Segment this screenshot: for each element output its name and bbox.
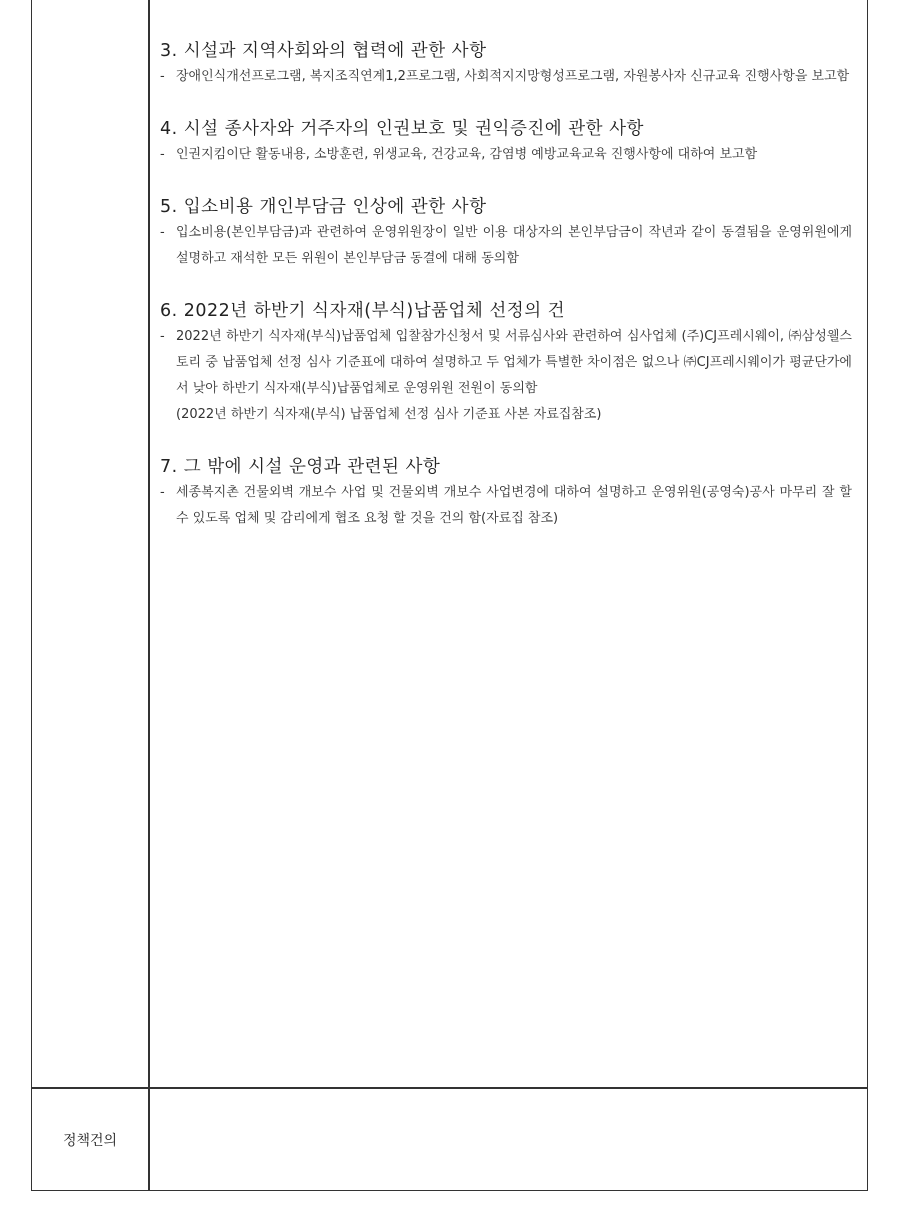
agenda-item-7 xyxy=(160,454,852,532)
agenda-content xyxy=(160,38,852,558)
bullet-dash: - xyxy=(160,329,165,344)
agenda-item-6 xyxy=(160,298,852,428)
agenda-item-title: 3. 시설과 지역사회와의 협력에 관한 사항 xyxy=(160,41,487,61)
policy-suggestion-label: 정책건의 xyxy=(62,1132,118,1149)
bullet-dash: - xyxy=(160,147,165,162)
agenda-item-body xyxy=(160,142,852,168)
agenda-item-title: 5. 입소비용 개인부담금 인상에 관한 사항 xyxy=(160,197,487,217)
bullet-dash: - xyxy=(160,69,165,84)
agenda-item-text: 인권지킴이단 활동내용, 소방훈련, 위생교육, 건강교육, 감염병 예방교육교육 진행사항에 대하여 보고함 xyxy=(176,147,758,162)
bullet-dash: - xyxy=(160,485,165,500)
agenda-item-title: 7. 그 밖에 시설 운영과 관련된 사항 xyxy=(160,457,441,477)
agenda-item-body xyxy=(160,480,852,532)
agenda-item-5 xyxy=(160,194,852,272)
agenda-item-body xyxy=(160,324,852,428)
agenda-item-4 xyxy=(160,116,852,168)
agenda-item-title: 4. 시설 종사자와 거주자의 인권보호 및 권익증진에 관한 사항 xyxy=(160,119,644,139)
agenda-item-text: 2022년 하반기 식자재(부식)납품업체 입찰참가신청서 및 서류심사와 관련하여 심사업체 (주)CJ프레시웨이, ㈜삼성웰스토리 중 납품업체 선정 심사 기준표에 대하여 설명하고 두 업체가 특별한 차이점은 없으나 ㈜CJ프레시웨이가 평균단가에서 낮아 하반기 식자재(부식)납품업체로 운영위원 전원이 동의함 (2022년 하반기 식자재(부식) 납품업체 선정 심사 기준표 사본 자료집참조) xyxy=(176,329,852,422)
agenda-item-text: 세종복지촌 건물외벽 개보수 사업 및 건물외벽 개보수 사업변경에 대하여 설명하고 운영위원(공영숙)공사 마무리 잘 할 수 있도록 업체 및 감리에게 협조 요청 할 것을 건의 함(자료집 참조) xyxy=(176,485,852,526)
agenda-item-title: 6. 2022년 하반기 식자재(부식)납품업체 선정의 건 xyxy=(160,301,566,321)
agenda-item-text: 입소비용(본인부담금)과 관련하여 운영위원장이 일반 이용 대상자의 본인부담금이 작년과 같이 동결됨을 운영위원에게 설명하고 재석한 모든 위원이 본인부담금 동결에 대해 동의함 xyxy=(176,225,852,266)
agenda-item-text: 장애인식개선프로그램, 복지조직연계1,2프로그램, 사회적지지망형성프로그램, 자원봉사자 신규교육 진행사항을 보고함 xyxy=(176,69,850,84)
policy-suggestion-value xyxy=(150,1088,867,1191)
bullet-dash: - xyxy=(160,225,165,240)
column-divider xyxy=(148,0,150,1190)
agenda-item-3 xyxy=(160,38,852,90)
agenda-item-body xyxy=(160,64,852,90)
agenda-item-body xyxy=(160,220,852,272)
